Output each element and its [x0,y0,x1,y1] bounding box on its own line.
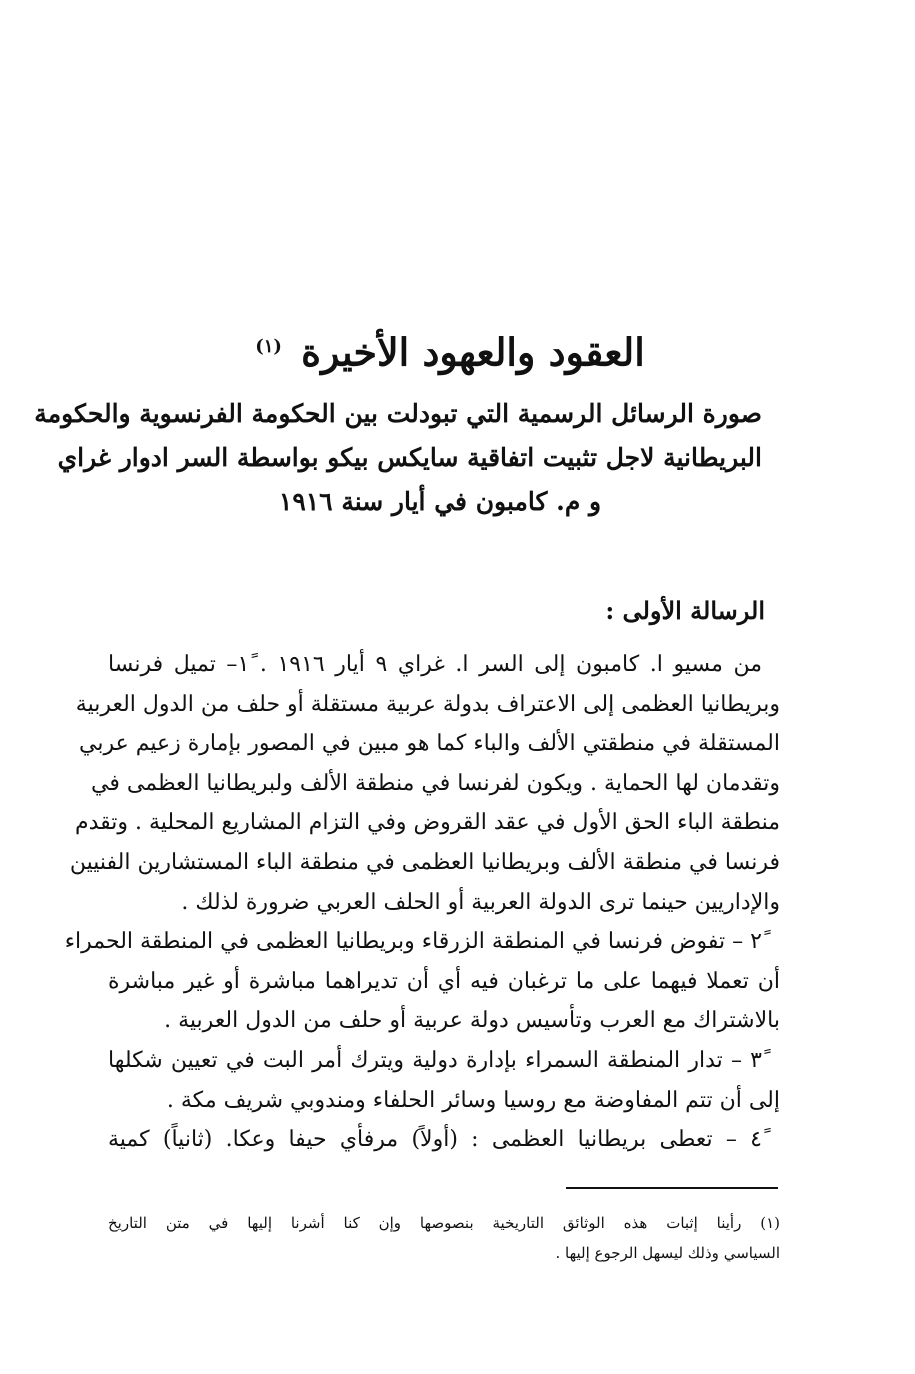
title-text: العقود والعهود الأخيرة [301,329,645,375]
body-line: ٤ً – تعطى بريطانيا العظمى : (أولاً) مرفأي حيفا وعكا. (ثانياً) كمية [108,1127,762,1153]
footnote [108,1208,780,1268]
letter-body [64,645,780,1160]
footnote-line: (١) رأينا إثبات هذه الوثائق التاريخية بنصوصها وإن كنا أشرنا إليها في متن التاريخ [108,1214,780,1232]
page-title [120,322,780,378]
body-line: إلى أن تتم المفاوضة مع روسيا وسائر الحلفاء ومندوبي شريف مكة . [166,1087,780,1113]
subtitle-line: البريطانية لاجل تثبيت اتفاقية سايكس بيكو بواسطة السر ادوار غراي [57,443,762,472]
body-line: وتقدمان لها الحماية . ويكون لفرنسا في منطقة الألف ولبريطانيا العظمى في [91,770,780,796]
document-subtitle [34,392,762,524]
footnote-divider [566,1187,778,1189]
subtitle-line: صورة الرسائل الرسمية التي تبودلت بين الحكومة الفرنسوية والحكومة [34,399,762,428]
body-line: ٢ً – تفوض فرنسا في المنطقة الزرقاء وبريطانيا العظمى في المنطقة الحمراء [64,929,762,955]
body-line: ٣ً – تدار المنطقة السمراء بإدارة دولية ويترك أمر البت في تعيين شكلها [108,1047,762,1073]
body-line: بالاشتراك مع العرب وتأسيس دولة عربية أو حلف من الدول العربية . [164,1008,780,1034]
body-line: أن تعملا فيهما على ما ترغبان فيه أي أن تديراهما مباشرة أو غير مباشرة [108,968,780,994]
title-footnote-marker: (١) [255,336,282,357]
body-line: منطقة الباء الحق الأول في عقد القروض وفي التزام المشاريع المحلية . وتقدم [74,810,780,836]
subtitle-line: و م. كامبون في أيار سنة ١٩١٦ [278,487,602,516]
body-line: فرنسا في منطقة الألف وبريطانيا العظمى في منطقة الباء المستشارين الفنيين [69,849,780,875]
body-line: وبريطانيا العظمى إلى الاعتراف بدولة عربية مستقلة أو حلف من الدول العربية [75,691,780,717]
body-line: من مسيو ا. كامبون إلى السر ا. غراي ٩ أيار ١٩١٦ . ١ً– تميل فرنسا [108,652,762,677]
footnote-line: السياسي وذلك ليسهل الرجوع إليها . [555,1244,780,1262]
body-line: المستقلة في منطقتي الألف والباء كما هو مبين في المصور بإمارة زعيم عربي [79,731,780,757]
section-heading: الرسالة الأولى : [605,596,765,625]
body-line: والإداريين حينما ترى الدولة العربية أو الحلف العربي ضرورة لذلك . [181,889,780,915]
